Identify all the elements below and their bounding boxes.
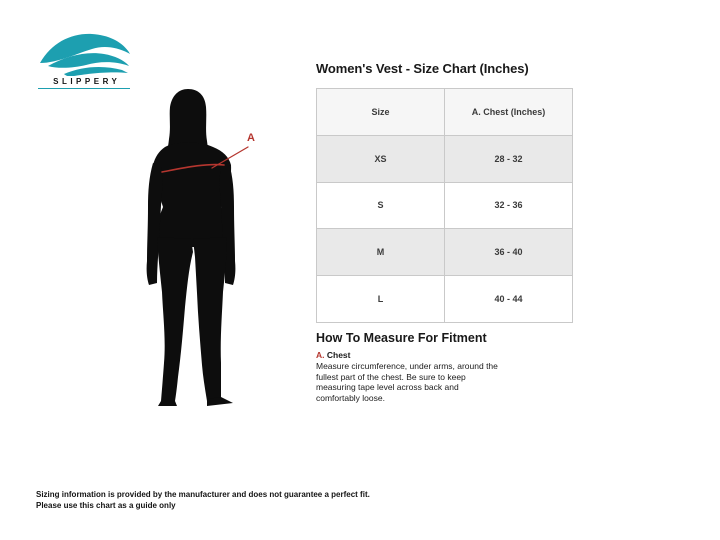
chest-cell: 32 - 36 (445, 182, 573, 229)
size-cell: XS (317, 135, 445, 182)
size-chart-title: Women's Vest - Size Chart (Inches) (316, 61, 529, 76)
size-cell: S (317, 182, 445, 229)
measure-key: A. (316, 350, 325, 360)
table-header-row (317, 89, 573, 136)
table-row (317, 135, 573, 182)
size-chart-table (316, 88, 573, 323)
disclaimer-line-1: Sizing information is provided by the manufacturer and does not guarantee a perfect fit. (36, 490, 370, 499)
chest-cell: 40 - 44 (445, 276, 573, 323)
column-header-size: Size (317, 89, 445, 136)
brand-name: SLIPPERY (53, 77, 121, 86)
size-cell: L (317, 276, 445, 323)
chest-cell: 36 - 40 (445, 229, 573, 276)
table-row (317, 182, 573, 229)
how-to-measure-heading: How To Measure For Fitment (316, 331, 487, 345)
disclaimer-line-2: Please use this chart as a guide only (36, 501, 176, 510)
column-header-chest: A. Chest (Inches) (445, 89, 573, 136)
how-to-measure-section (316, 331, 506, 403)
table-row (317, 229, 573, 276)
brand-logo (38, 30, 132, 89)
size-cell: M (317, 229, 445, 276)
measure-item-chest (316, 351, 506, 360)
chest-measurement-line (148, 128, 263, 190)
brand-underline (38, 88, 130, 89)
wave-icon (38, 30, 132, 76)
table-row (317, 276, 573, 323)
annotation-a-label: A (247, 132, 255, 144)
disclaimer-text (36, 489, 370, 511)
measure-description: Measure circumference, under arms, around the fullest part of the chest. Be sure to keep measuring tape level across back and comfortably loose. (316, 361, 498, 403)
chest-cell: 28 - 32 (445, 135, 573, 182)
measure-label: Chest (326, 350, 351, 360)
